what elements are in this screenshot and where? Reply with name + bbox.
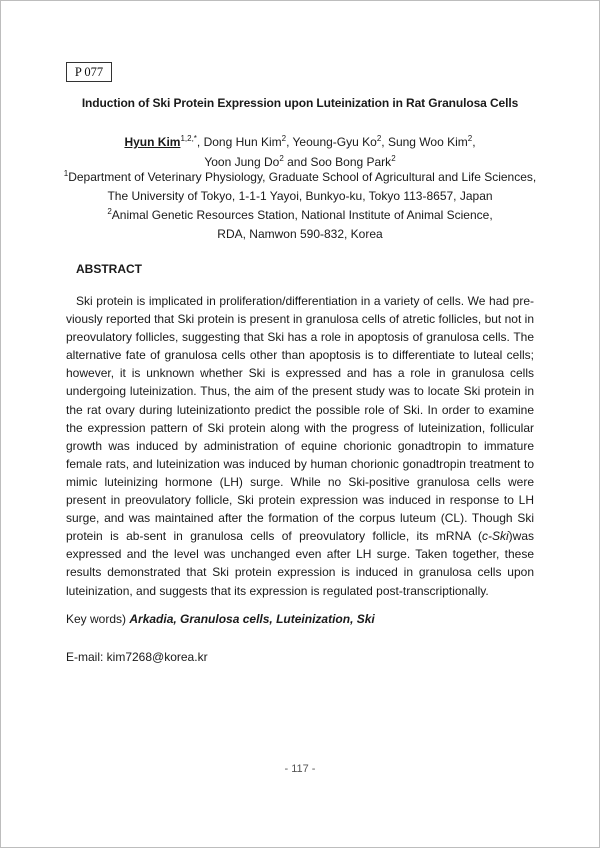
- abstract-text: Ski protein is implicated in proliferation/differentiation in a variety of cells. We had pre-viously reported that Ski protein is present in granulosa cells of atretic follicles, but not in preovulatory follicles, suggesting that Ski has a role in apoptosis of granulosa cells. The alternative fate of granulosa cells other than apoptosis is to differentiate to luteal cells; however, it is unknown whether Ski is expressed and has a role in granulosa cells undergoing luteinization. Thus, the aim of the present study was to locate Ski protein in the rat ovary during luteinizationto predict the possible role of Ski. In order to examine the expression pattern of Ski protein along with the progress of luteinization, follicular growth was induced by administration of equine chorionic gonadtropin to immature female rats, and luteinization was induced by human chorionic gonadtropin treatment to mimic luteinizing hormone (LH) surge. While no Ski-positive granulosa cells were present in preovulatory follicle, Ski protein expression was induced in response to LH surge, and was maintained after the formation of the corpus luteum (CL). Though Ski protein is ab-sent in granulosa cells of preovulatory follicle, its mRNA (: [66, 294, 534, 544]
- affiliation-sup: 1: [63, 169, 69, 178]
- abstract-paragraph: [66, 292, 534, 600]
- email-label: E-mail:: [66, 650, 107, 664]
- affiliation-line: [0, 187, 600, 206]
- affiliation-text: RDA, Namwon 590-832, Korea: [217, 227, 383, 241]
- affiliation-line: [0, 168, 600, 187]
- author-affil-sup: 2: [391, 154, 396, 163]
- affiliation-text: Department of Veterinary Physiology, Graduate School of Agricultural and Life Sciences,: [68, 170, 537, 184]
- abstract-text: )was expressed and the level was unchanged even after LH surge. Taken together, these results demonstrated that Ski protein expression is induced in granulosa cells upon luteinization, and suggests that its expression is regulated post-transcriptionally.: [66, 529, 534, 598]
- affiliation-sup: 2: [107, 207, 112, 216]
- author-name: , Dong Hun Kim: [196, 135, 282, 149]
- abstract-heading: ABSTRACT: [76, 262, 142, 276]
- author-affil-sup: 2: [279, 154, 284, 163]
- email: [66, 650, 208, 664]
- affiliations: [0, 168, 600, 244]
- abstract-body: [66, 292, 534, 600]
- affiliation-line: [0, 206, 600, 225]
- author-name: , Sung Woo Kim: [381, 135, 468, 149]
- affiliation-line: [0, 225, 600, 244]
- author-affil-sup: 2: [467, 134, 473, 143]
- presenting-author: Hyun Kim: [124, 135, 181, 149]
- affiliation-text: The University of Tokyo, 1-1-1 Yayoi, Bunkyo-ku, Tokyo 113-8657, Japan: [107, 189, 493, 203]
- author-affil-sup: 2: [376, 134, 382, 143]
- author-name: Yoon Jung Do: [204, 155, 280, 169]
- keywords: [66, 612, 375, 626]
- poster-id-box: P 077: [66, 62, 112, 82]
- author-affil-sup: 2: [281, 134, 287, 143]
- keywords-value: Arkadia, Granulosa cells, Luteinization, Ski: [129, 612, 375, 626]
- paper-title: Induction of Ski Protein Expression upon Luteinization in Rat Granulosa Cells: [81, 96, 519, 110]
- email-value: kim7268@korea.kr: [106, 650, 208, 664]
- affiliation-text: Animal Genetic Resources Station, National Institute of Animal Science,: [111, 208, 493, 222]
- author-name: , Yeoung-Gyu Ko: [286, 135, 377, 149]
- gene-name: c-Ski: [481, 529, 509, 544]
- author-name: and Soo Bong Park: [283, 155, 392, 169]
- keywords-label: Key words): [66, 612, 130, 626]
- author-line-1: [0, 132, 600, 152]
- author-separator: ,: [472, 135, 476, 149]
- author-list: [0, 132, 600, 172]
- presenter-affil-sup: 1,2,*: [180, 134, 197, 143]
- page-number: - 117 -: [284, 763, 316, 775]
